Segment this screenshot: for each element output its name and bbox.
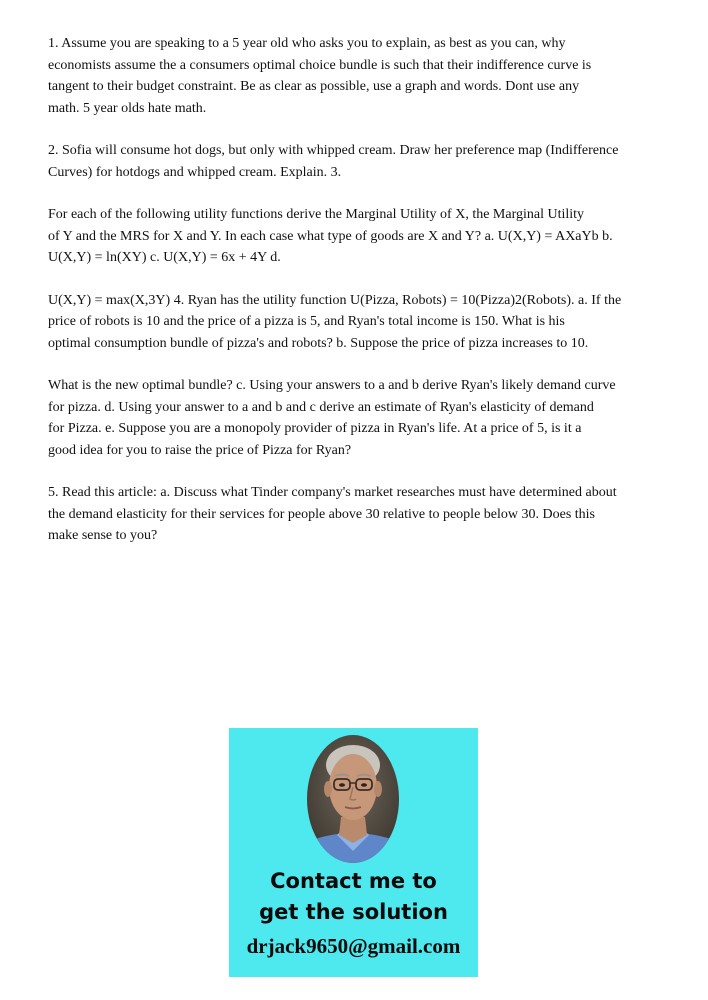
person-portrait-image [307,735,399,863]
text-line: make sense to you? [48,528,158,543]
question-4-continued-paragraph [48,375,648,461]
question-4-paragraph [48,290,648,355]
text-line: For each of the following utility functions derive the Marginal Utility of X, the Marginal Utility [48,207,585,222]
text-line: 2. Sofia will consume hot dogs, but only with whipped cream. Draw her preference map (Indifference [48,143,619,158]
text-line: price of robots is 10 and the price of a pizza is 5, and Ryan's total income is 150. What is his [48,314,565,329]
contact-email[interactable]: drjack9650@gmail.com [246,934,461,958]
text-line: 5. Read this article: a. Discuss what Tinder company's market researches must have determined about [48,485,617,500]
contact-ad-banner[interactable] [229,728,478,977]
text-line: What is the new optimal bundle? c. Using your answers to a and b derive Ryan's likely demand curve [48,378,616,393]
text-line: good idea for you to raise the price of Pizza for Ryan? [48,442,352,458]
contact-heading-line-2: get the solution [259,900,448,924]
text-line: for Pizza. e. Suppose you are a monopoly provider of pizza in Ryan's life. At a price of 5, is it a [48,421,582,436]
question-5-paragraph [48,482,648,547]
text-line: tangent to their budget constraint. Be as clear as possible, use a graph and words. Dont use any [48,79,580,94]
text-line: U(X,Y) = ln(XY) c. U(X,Y) = 6x + 4Y d. [48,250,281,265]
text-line: math. 5 year olds hate math. [48,100,207,116]
text-line: economists assume the a consumers optimal choice bundle is such that their indifference curve is [48,57,592,73]
text-line: U(X,Y) = max(X,3Y) 4. Ryan has the utility function U(Pizza, Robots) = 10(Pizza)2(Robots). a. If the [48,292,622,308]
text-line: the demand elasticity for their services for people above 30 relative to people below 30. Does this [48,506,595,522]
text-line: optimal consumption bundle of pizza's and robots? b. Suppose the price of pizza increases to 10. [48,335,589,351]
question-2-paragraph [48,140,648,183]
question-3-paragraph [48,204,648,269]
text-line: of Y and the MRS for X and Y. In each case what type of goods are X and Y? a. U(X,Y) = AXaYb b. [48,228,613,244]
question-1-paragraph [48,33,648,119]
text-line: 1. Assume you are speaking to a 5 year old who asks you to explain, as best as you can, why [48,36,566,51]
text-line: for pizza. d. Using your answer to a and b and c derive an estimate of Ryan's elasticity of demand [48,399,594,415]
document-body [48,33,648,568]
contact-heading-line-1: Contact me to [270,869,437,893]
text-line: Curves) for hotdogs and whipped cream. Explain. 3. [48,164,342,180]
